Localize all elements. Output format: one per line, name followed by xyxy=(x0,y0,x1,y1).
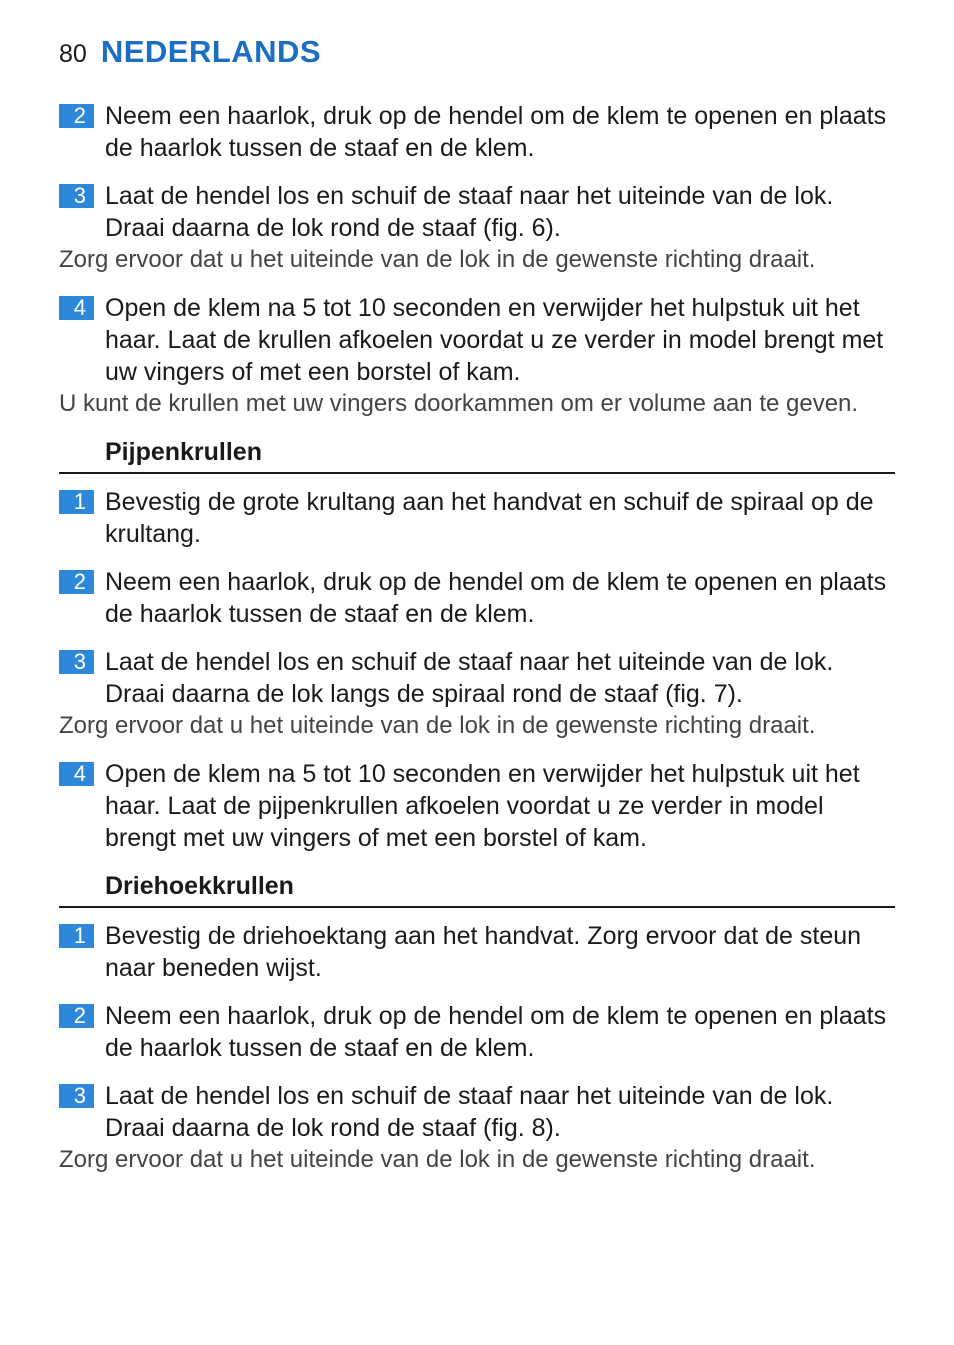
step xyxy=(59,292,895,388)
step-number-badge: 2 xyxy=(59,570,94,594)
step-text: Neem een haarlok, druk op de hendel om de klem te openen en plaats de haarlok tussen de staaf en de klem. xyxy=(105,1002,887,1062)
language-heading: NEDERLANDS xyxy=(100,34,322,69)
section-title-driehoekkrullen: Driehoekkrullen xyxy=(59,870,895,908)
page-number: 80 xyxy=(59,40,87,68)
step xyxy=(59,100,895,164)
step-number-badge: 3 xyxy=(59,1084,94,1108)
step xyxy=(59,646,895,710)
step-number-badge: 1 xyxy=(59,924,94,948)
step xyxy=(59,758,895,854)
manual-content xyxy=(59,100,895,1192)
step-number-badge: 2 xyxy=(59,1004,94,1028)
step-number-badge: 3 xyxy=(59,184,94,208)
step-number-badge: 4 xyxy=(59,762,94,786)
step-text: Neem een haarlok, druk op de hendel om de klem te openen en plaats de haarlok tussen de staaf en de klem. xyxy=(105,568,887,628)
step-note: Zorg ervoor dat u het uiteinde van de lok in de gewenste richting draait. xyxy=(59,712,816,739)
step xyxy=(59,1080,895,1144)
page-header xyxy=(59,34,321,74)
section-title-pijpenkrullen: Pijpenkrullen xyxy=(59,436,895,474)
step xyxy=(59,1000,895,1064)
step-text: Open de klem na 5 tot 10 seconden en verwijder het hulpstuk uit het haar. Laat de krullen afkoelen voordat u ze verder in model brengt met uw vingers of met een borstel of kam. xyxy=(105,294,884,386)
step-text: Laat de hendel los en schuif de staaf naar het uiteinde van de lok. Draai daarna de lok rond de staaf (fig. 8). xyxy=(105,1082,834,1142)
step-note: Zorg ervoor dat u het uiteinde van de lok in de gewenste richting draait. xyxy=(59,1146,816,1173)
step-note: U kunt de krullen met uw vingers doorkammen om er volume aan te geven. xyxy=(59,390,859,417)
step-text: Open de klem na 5 tot 10 seconden en verwijder het hulpstuk uit het haar. Laat de pijpenkrullen afkoelen voordat u ze verder in model brengt met uw vingers of met een borstel of kam. xyxy=(105,760,860,852)
step-note: Zorg ervoor dat u het uiteinde van de lok in de gewenste richting draait. xyxy=(59,246,816,273)
step-number-badge: 1 xyxy=(59,490,94,514)
step-text: Neem een haarlok, druk op de hendel om de klem te openen en plaats de haarlok tussen de staaf en de klem. xyxy=(105,102,887,162)
step-text: Bevestig de grote krultang aan het handvat en schuif de spiraal op de krultang. xyxy=(105,488,874,548)
step-text: Laat de hendel los en schuif de staaf naar het uiteinde van de lok. Draai daarna de lok langs de spiraal rond de staaf (fig. 7). xyxy=(105,648,834,708)
step xyxy=(59,180,895,244)
step-text: Bevestig de driehoektang aan het handvat. Zorg ervoor dat de steun naar beneden wijst. xyxy=(105,922,862,982)
step-number-badge: 3 xyxy=(59,650,94,674)
step xyxy=(59,486,895,550)
step-text: Laat de hendel los en schuif de staaf naar het uiteinde van de lok. Draai daarna de lok rond de staaf (fig. 6). xyxy=(105,182,834,242)
step xyxy=(59,566,895,630)
step-number-badge: 4 xyxy=(59,296,94,320)
step-number-badge: 2 xyxy=(59,104,94,128)
step xyxy=(59,920,895,984)
